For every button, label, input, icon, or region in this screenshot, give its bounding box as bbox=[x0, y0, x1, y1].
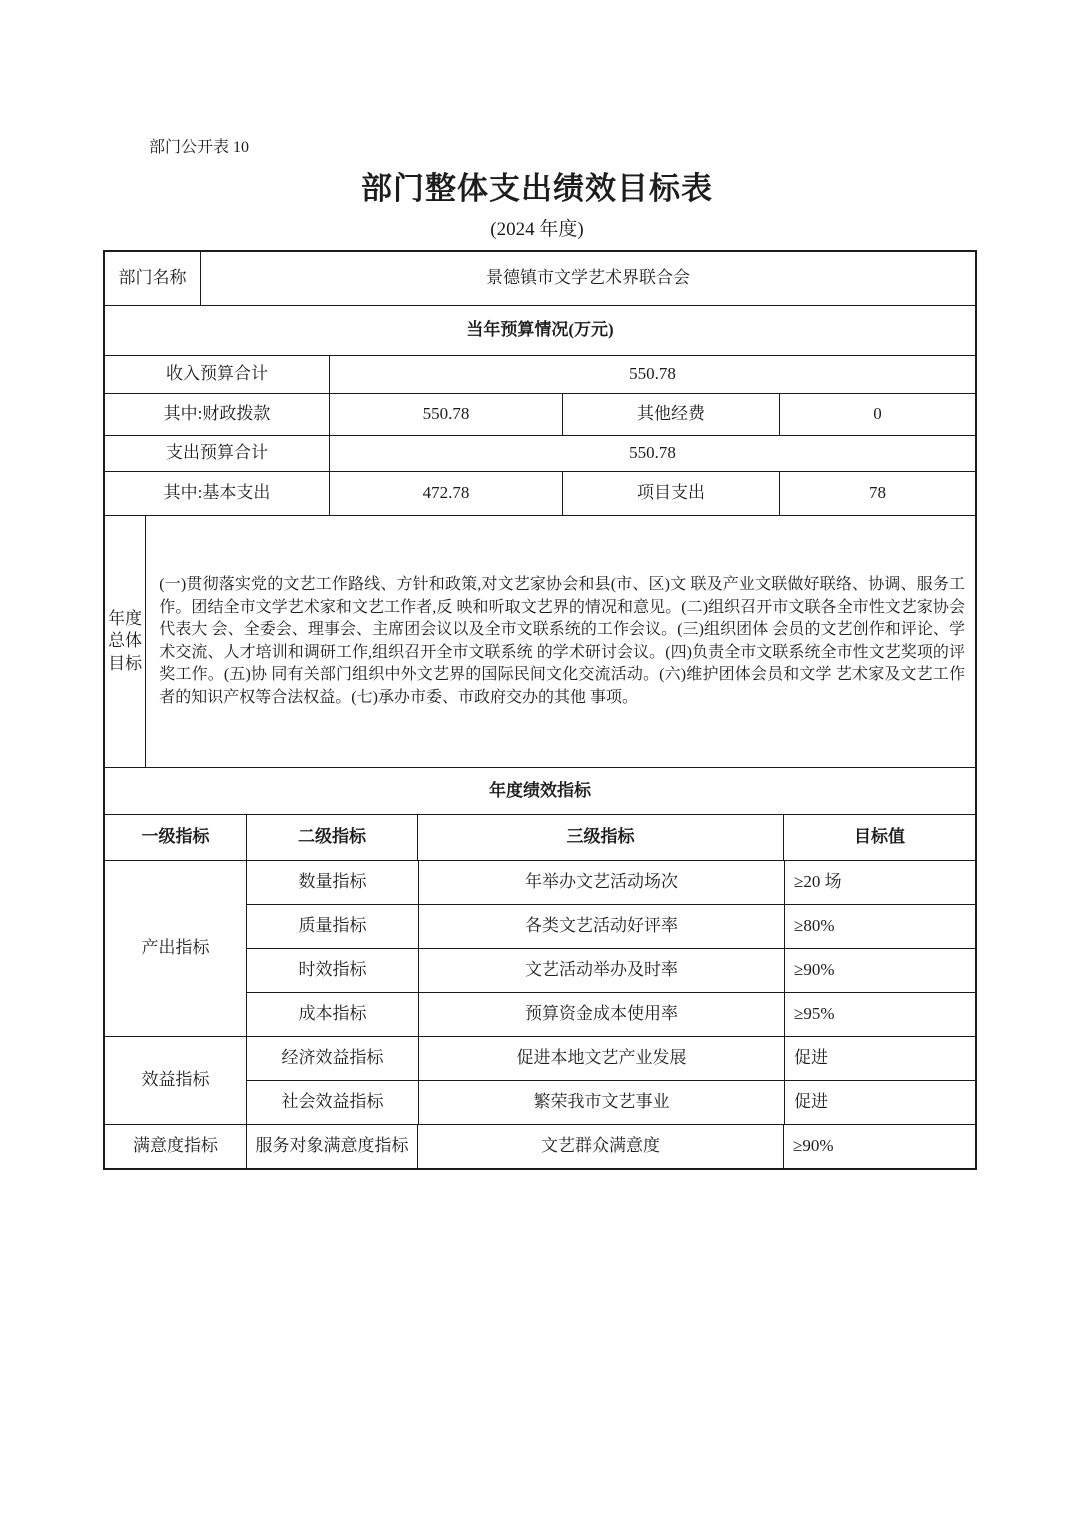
level3-label: 预算资金成本使用率 bbox=[418, 993, 784, 1036]
benefit-group-rows bbox=[246, 1037, 975, 1124]
basic-expense-label: 其中:基本支出 bbox=[163, 483, 271, 503]
income-total-label: 收入预算合计 bbox=[166, 364, 268, 384]
target-value: ≥90% bbox=[783, 1125, 975, 1168]
fiscal-value: 550.78 bbox=[329, 394, 562, 435]
dept-name-label: 部门名称 bbox=[118, 268, 187, 288]
header-level2: 二级指标 bbox=[246, 815, 417, 860]
header-level3: 三级指标 bbox=[417, 815, 783, 860]
output-group-rows bbox=[246, 861, 975, 1036]
target-value: 促进 bbox=[784, 1037, 975, 1080]
benefit-indicators-group bbox=[105, 1036, 975, 1124]
annual-goal-cell bbox=[145, 516, 975, 767]
header-level1: 一级指标 bbox=[141, 827, 210, 847]
budget-section-header-row bbox=[105, 305, 975, 355]
indicator-row-cost bbox=[247, 992, 975, 1036]
level2-label: 成本指标 bbox=[298, 1004, 367, 1024]
level3-label: 文艺活动举办及时率 bbox=[418, 949, 784, 992]
annual-goal-label: 年度总体目标 bbox=[108, 609, 143, 673]
target-value: ≥95% bbox=[784, 993, 975, 1036]
expense-total-value: 550.78 bbox=[329, 436, 975, 471]
project-expense-label: 项目支出 bbox=[562, 472, 779, 515]
header-target: 目标值 bbox=[783, 815, 975, 860]
level2-label: 服务对象满意度指标 bbox=[246, 1125, 417, 1168]
other-funds-value: 0 bbox=[779, 394, 975, 435]
level3-label: 繁荣我市文艺事业 bbox=[418, 1081, 784, 1124]
indicators-section-title: 年度绩效指标 bbox=[489, 780, 591, 800]
target-value: ≥20 场 bbox=[784, 861, 975, 904]
expense-total-label: 支出预算合计 bbox=[166, 443, 268, 463]
expense-total-row bbox=[105, 435, 975, 471]
dept-name-value: 景德镇市文学艺术界联合会 bbox=[200, 252, 975, 305]
target-value: 促进 bbox=[784, 1081, 975, 1124]
fiscal-label: 其中:财政拨款 bbox=[163, 404, 271, 424]
level2-label: 经济效益指标 bbox=[281, 1048, 384, 1068]
level3-label: 促进本地文艺产业发展 bbox=[418, 1037, 784, 1080]
other-funds-label: 其他经费 bbox=[562, 394, 779, 435]
output-group-label: 产出指标 bbox=[141, 938, 210, 958]
indicator-row-quantity bbox=[247, 861, 975, 904]
annual-goal-row bbox=[105, 515, 975, 767]
level2-label: 时效指标 bbox=[298, 960, 367, 980]
indicator-row-social bbox=[247, 1080, 975, 1124]
level2-label: 质量指标 bbox=[298, 916, 367, 936]
level2-label: 社会效益指标 bbox=[281, 1092, 384, 1112]
output-indicators-group bbox=[105, 860, 975, 1036]
annual-goal-text: (一)贯彻落实党的文艺工作路线、方针和政策,对文艺家协会和县(市、区)文 联及产业文联做好联络、协调、服务工作。团结全市文学艺术家和文艺工作者,反 映和听取文艺界的情况和意见。(二)组织召开市文联各全市性文艺家协会代表大 会、全委会、理事会、主席团会议以及全市文联系统的工作会议。(三)组织团体 会员的文艺创作和评论、学术交流、人才培训和调研工作,组织召开全市文联系统 的学术研讨会议。(四)负责全市文联系统全市性文艺奖项的评奖工作。(五)协 同有关部门组织中外文艺界的国际民间文化交流活动。(六)维护团体会员和文学 艺术家及文艺工作者的知识产权等合法权益。(七)承办市委、市政府交办的其他 事项。 bbox=[159, 576, 965, 706]
target-value: ≥90% bbox=[784, 949, 975, 992]
benefit-group-label: 效益指标 bbox=[141, 1070, 210, 1090]
level3-label: 年举办文艺活动场次 bbox=[418, 861, 784, 904]
indicator-row-economic bbox=[247, 1037, 975, 1080]
satisfaction-group-label: 满意度指标 bbox=[133, 1136, 218, 1156]
indicator-row-timeliness bbox=[247, 948, 975, 992]
satisfaction-indicator-row bbox=[105, 1124, 975, 1168]
basic-expense-value: 472.78 bbox=[329, 472, 562, 515]
indicator-row-quality bbox=[247, 904, 975, 948]
page-subtitle: (2024 年度) bbox=[490, 219, 584, 240]
level2-label: 数量指标 bbox=[298, 872, 367, 892]
project-expense-value: 78 bbox=[779, 472, 975, 515]
income-total-value: 550.78 bbox=[329, 356, 975, 393]
dept-name-row bbox=[105, 252, 975, 305]
basic-project-row bbox=[105, 471, 975, 515]
level3-label: 各类文艺活动好评率 bbox=[418, 905, 784, 948]
income-total-row bbox=[105, 355, 975, 393]
budget-section-title: 当年预算情况(万元) bbox=[466, 320, 614, 340]
fiscal-other-row bbox=[105, 393, 975, 435]
indicators-header-row bbox=[105, 814, 975, 860]
page-title: 部门整体支出绩效目标表 bbox=[361, 171, 713, 206]
performance-target-table bbox=[103, 250, 977, 1170]
indicators-section-header-row bbox=[105, 767, 975, 814]
level3-label: 文艺群众满意度 bbox=[417, 1125, 783, 1168]
doc-label: 部门公开表 10 bbox=[149, 139, 250, 156]
target-value: ≥80% bbox=[784, 905, 975, 948]
